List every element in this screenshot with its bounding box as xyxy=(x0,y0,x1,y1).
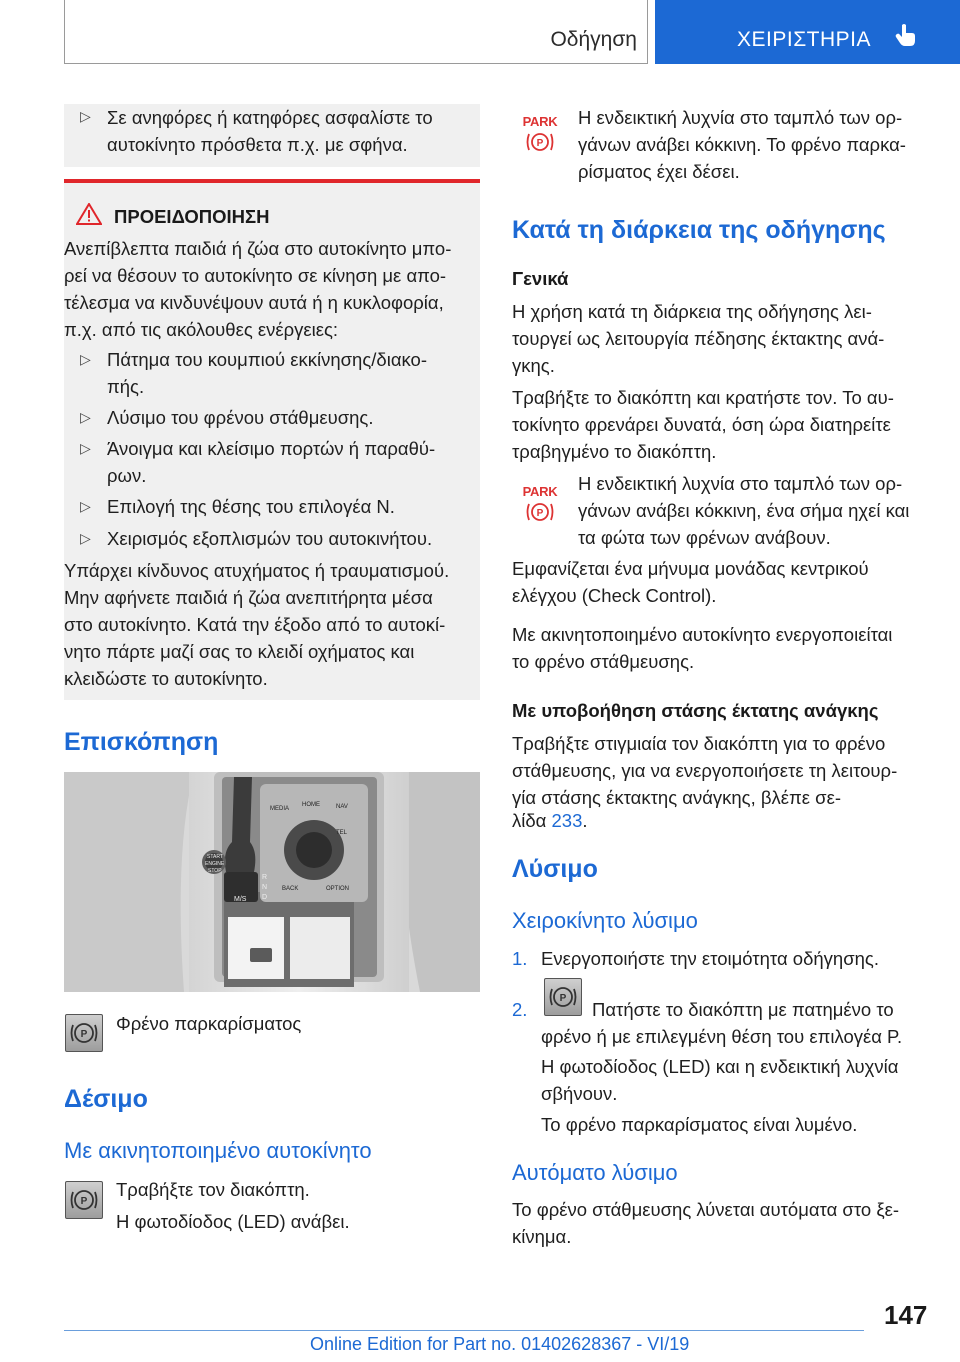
svg-text:P: P xyxy=(536,138,544,149)
header-chapter-label: ΧΕΙΡΙΣΤΗΡΙΑ xyxy=(737,28,872,51)
release-heading: Λύσιμο xyxy=(512,855,598,883)
warning-item-1b: πής. xyxy=(107,376,145,397)
header-section-title: Οδήγηση xyxy=(550,28,637,51)
general-l1: Η χρήση κατά τη διάρκεια της οδήγησης λει- xyxy=(512,301,872,322)
check-control-l1: Εμφανίζεται ένα μήνυμα μονάδας κεντρικού xyxy=(512,558,869,579)
gear-label-d: D xyxy=(262,894,268,901)
console-label-tel: TEL xyxy=(336,830,348,836)
svg-text:P: P xyxy=(536,508,544,519)
parking-brake-switch-icon xyxy=(65,1181,103,1219)
pull-l3: τραβηγμένο το διακόπτη. xyxy=(512,441,717,462)
footer-rule xyxy=(64,1330,864,1331)
header-section-box xyxy=(64,0,648,64)
warning-outro-5: κλειδώστε το αυτοκίνητο. xyxy=(64,668,268,689)
page-233-link[interactable]: 233 xyxy=(551,810,583,831)
svg-text:P: P xyxy=(559,993,567,1004)
step-2-l2: φρένο ή με επιλεγμένη θέση του επιλογέα P. xyxy=(541,1026,903,1047)
warning-item-3b: ρων. xyxy=(107,465,147,486)
emergency-l2: στάθμευσης, για να ενεργοποιήσετε τη λειτουρ- xyxy=(512,760,898,781)
console-label-media: MEDIA xyxy=(270,806,290,812)
warning-item-4: Επιλογή της θέσης του επιλογέα N. xyxy=(107,496,395,517)
warning-item-2: Λύσιμο του φρένου στάθμευσης. xyxy=(107,407,374,428)
gear-label-r: R xyxy=(262,874,268,881)
bullet-triangle-icon: ▷ xyxy=(80,530,91,546)
emergency-heading: Με υποβοήθηση στάσης έκτατης ανάγκης xyxy=(512,700,879,721)
park-note-1-l1: Η ενδεικτική λυχνία στο ταμπλό των ορ- xyxy=(578,107,903,128)
park-indicator-icon xyxy=(520,114,560,160)
step-2-number: 2. xyxy=(512,999,528,1020)
warning-item-3a: Άνοιγμα και κλείσιμο πορτών ή παραθύ- xyxy=(107,438,436,459)
hand-pointer-icon xyxy=(893,22,919,48)
parking-brake-switch-icon xyxy=(544,978,582,1016)
general-l2: τουργεί ως λειτουργία πέδησης έκτακτης ανά- xyxy=(512,328,885,349)
auto-release-l1: Το φρένο στάθμευσης λύνεται αυτόματα στο ξε- xyxy=(512,1199,900,1220)
park-note-2-l1: Η ενδεικτική λυχνία στο ταμπλό των ορ- xyxy=(578,473,903,494)
overview-heading: Επισκόπηση xyxy=(64,728,219,756)
emergency-l4 xyxy=(512,807,588,834)
stationary-note-l2: το φρένο στάθμευσης. xyxy=(512,651,695,672)
step-2-l1: Πατήστε το διακόπτη με πατημένο το xyxy=(592,999,894,1020)
warning-outro-1: Υπάρχει κίνδυνος ατυχήματος ή τραυματισμού. xyxy=(64,560,450,581)
bullet-triangle-icon: ▷ xyxy=(80,498,91,514)
check-control-l2: ελέγχου (Check Control). xyxy=(512,585,717,606)
parking-brake-caption: Φρένο παρκαρίσματος xyxy=(116,1013,302,1034)
warning-outro-3: στο αυτοκίνητο. Κατά την έξοδο από το αυτοκί- xyxy=(64,614,446,635)
warning-item-5: Χειρισμός εξοπλισμών του αυτοκινήτου. xyxy=(107,528,433,549)
warning-outro-4: νητο πάρτε μαζί σας το κλειδί οχήματος και xyxy=(64,641,415,662)
emergency-l3: γία στάσης έκτακτης ανάγκης, βλέπε σε- xyxy=(512,787,841,808)
svg-text:P: P xyxy=(80,1196,88,1207)
warning-outro-2: Μην αφήνετε παιδιά ή ζώα ανεπιτήρητα μέσα xyxy=(64,587,433,608)
auto-release-l2: κίνημα. xyxy=(512,1226,572,1247)
park-indicator-icon xyxy=(520,484,560,530)
bullet-triangle-icon: ▷ xyxy=(80,440,91,456)
svg-text:P: P xyxy=(80,1029,88,1040)
console-label-start: START xyxy=(207,854,223,860)
emergency-page-prefix: λίδα xyxy=(512,810,552,831)
parking-brake-icon xyxy=(65,1014,103,1052)
warning-item-1a: Πάτημα του κουμπιού εκκίνησης/διακο- xyxy=(107,349,427,370)
stationary-note-l1: Με ακινητοποιημένο αυτοκίνητο ενεργοποιείται xyxy=(512,624,893,645)
warning-intro-3: τέλεσμα να κινδυνέψουν αυτά ή η κυκλοφορία, xyxy=(64,292,444,313)
step-2-result-l1: Η φωτοδίοδος (LED) και η ενδεικτική λυχνία xyxy=(541,1056,899,1077)
stationary-heading: Με ακινητοποιημένο αυτοκίνητο xyxy=(64,1138,372,1163)
stationary-step-2: Η φωτοδίοδος (LED) ανάβει. xyxy=(116,1211,350,1232)
park-note-1-l2: γάνων ανάβει κόκκινη. Το φρένο παρκα- xyxy=(578,134,906,155)
stationary-step-1: Τραβήξτε τον διακόπτη. xyxy=(116,1179,310,1200)
warning-intro-4: π.χ. από τις ακόλουθες ενέργειες: xyxy=(64,319,339,340)
pull-l2: τοκίνητο φρενάρει δυνατά, όση ώρα διατηρείτε xyxy=(512,414,891,435)
warning-intro-2: ρεί να θέσουν το αυτοκίνητο σε κίνηση με απο- xyxy=(64,265,447,286)
step-2-result-l2: σβήνουν. xyxy=(541,1083,618,1104)
driving-heading: Κατά τη διάρκεια της οδήγησης xyxy=(512,216,886,244)
console-label-home: HOME xyxy=(302,802,320,808)
header-chapter-tab[interactable] xyxy=(655,0,960,64)
page-number: 147 xyxy=(884,1300,928,1330)
warning-triangle-icon xyxy=(76,203,102,225)
general-heading: Γενικά xyxy=(512,268,569,289)
park-indicator-label: PARK xyxy=(522,484,558,499)
gear-label-ms: M/S xyxy=(234,896,247,903)
emergency-l1: Τραβήξτε στιγμιαία τον διακόπτη για το φρένο xyxy=(512,733,886,754)
console-label-engine: ENGINE xyxy=(205,861,225,867)
bullet-triangle-icon: ▷ xyxy=(80,409,91,425)
console-label-back: BACK xyxy=(282,886,299,892)
footer-edition: Online Edition for Part no. 01402628367 - VI/19 xyxy=(310,1334,690,1354)
auto-release-heading: Αυτόματο λύσιμο xyxy=(512,1160,678,1185)
step-1-text: Ενεργοποιήστε την ετοιμότητα οδήγησης. xyxy=(541,948,879,969)
emergency-page-suffix: . xyxy=(582,810,588,831)
bullet-triangle-icon: ▷ xyxy=(80,108,91,124)
console-label-stop: STOP xyxy=(208,868,222,874)
manual-release-heading: Χειροκίνητο λύσιμο xyxy=(512,908,698,933)
center-console-illustration xyxy=(64,772,480,992)
gear-label-n: N xyxy=(262,884,268,891)
park-note-2-l2: γάνων ανάβει κόκκινη, ένα σήμα ηχεί και xyxy=(578,500,910,521)
console-label-option: OPTION xyxy=(326,886,350,892)
bullet-triangle-icon: ▷ xyxy=(80,351,91,367)
center-console-drawing xyxy=(64,772,480,992)
engage-heading: Δέσιμο xyxy=(64,1085,148,1113)
step-2-result-l3: Το φρένο παρκαρίσματος είναι λυμένο. xyxy=(541,1114,858,1135)
park-note-1-l3: ρίσματος έχει δέσει. xyxy=(578,161,740,182)
top-bullet-text: Σε ανηφόρες ή κατηφόρες ασφαλίστε το αυτοκίνητο πρόσθετα π.χ. με σφήνα. xyxy=(107,107,433,155)
general-l3: γκης. xyxy=(512,355,555,376)
park-indicator-label: PARK xyxy=(522,114,558,129)
warning-intro-1: Ανεπίβλεπτα παιδιά ή ζώα στο αυτοκίνητο μπο- xyxy=(64,238,452,259)
pull-l1: Τραβήξτε το διακόπτη και κρατήστε τον. Το αυ- xyxy=(512,387,894,408)
park-note-2-l3: τα φώτα των φρένων ανάβουν. xyxy=(578,527,831,548)
step-1-number: 1. xyxy=(512,948,528,969)
console-label-nav: NAV xyxy=(336,804,348,810)
warning-title: ΠΡΟΕΙΔΟΠΟΙΗΣΗ xyxy=(114,206,270,227)
